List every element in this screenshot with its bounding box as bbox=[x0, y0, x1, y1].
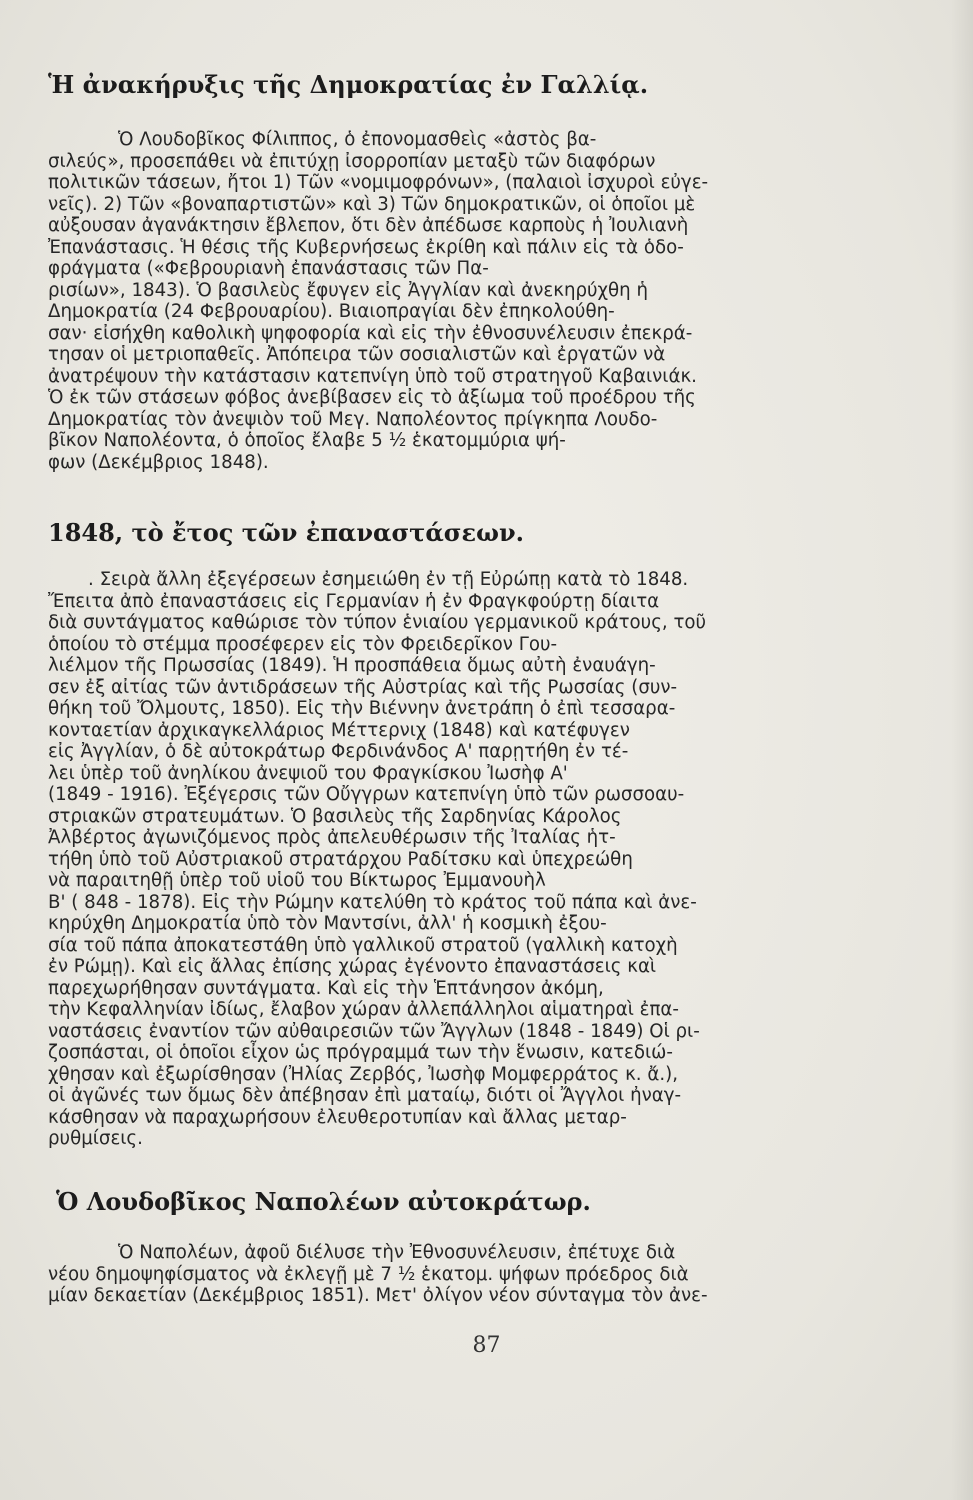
section-body bbox=[48, 1242, 928, 1307]
text-line: Δημοκρατία (24 Φεβρουαρίου). Βιαιοπραγίαι δὲν ἐπηκολούθη- bbox=[48, 301, 615, 322]
text-line: (1849 - 1916). Ἐξέγερσις τῶν Οὔγγρων κατεπνίγη ὑπὸ τῶν ρωσσοαυ- bbox=[48, 784, 685, 805]
text-line: σαν· εἰσήχθη καθολικὴ ψηφοφορία καὶ εἰς τὴν ἐθνοσυνέλευσιν ἐπεκρά- bbox=[48, 322, 693, 344]
text-line: τήθη ὑπὸ τοῦ Αὐστριακοῦ στρατάρχου Ραδίτσκυ καὶ ὑπεχρεώθη bbox=[48, 848, 633, 870]
section-republic-france bbox=[48, 70, 928, 473]
text-line: μίαν δεκαετίαν (Δεκέμβριος 1851). Μετ' ὀλίγον νέον σύνταγμα τὸν ἀνε- bbox=[48, 1285, 708, 1306]
text-line: Ἔπειτα ἀπὸ ἐπαναστάσεις εἰς Γερμανίαν ἡ ἐν Φραγκφούρτῃ δίαιτα bbox=[48, 590, 660, 612]
text-line: βῖκον Ναπολέοντα, ὁ ὁποῖος ἔλαβε 5 ½ ἑκατομμύρια ψή- bbox=[48, 430, 566, 451]
section-revolutions-1848 bbox=[48, 518, 928, 1150]
text-line: θήκη τοῦ Ὄλμουτς, 1850). Εἰς τὴν Βιέννην ἀνετράπη ὁ ἐπὶ τεσσαρα- bbox=[48, 698, 676, 719]
text-line: ναστάσεις ἐναντίον τῶν αὐθαιρεσιῶν τῶν Ἄγγλων (1848 - 1849) Οἱ ρι- bbox=[48, 1020, 700, 1042]
text-line: διὰ συντάγματος καθώρισε τὸν τύπον ἑνιαίου γερμανικοῦ κράτους, τοῦ bbox=[48, 612, 707, 633]
text-line: λιέλμον τῆς Πρωσσίας (1849). Ἡ προσπάθεια ὅμως αὐτὴ ἐναυάγη- bbox=[48, 655, 656, 676]
text-line: τὴν Κεφαλληνίαν ἰδίως, ἔλαβον χώραν ἀλλεπάλληλοι αἱματηραὶ ἐπα- bbox=[48, 999, 679, 1020]
text-line: σία τοῦ πάπα ἀποκατεστάθη ὑπὸ γαλλικοῦ στρατοῦ (γαλλικὴ κατοχὴ bbox=[48, 934, 678, 956]
text-line: νὰ παραιτηθῇ ὑπὲρ τοῦ υἱοῦ του Βίκτωρος Ἐμμανουὴλ bbox=[48, 870, 546, 891]
text-line: οἱ ἀγῶνές των ὅμως δὲν ἀπέβησαν ἐπὶ ματαίῳ, διότι οἱ Ἄγγλοι ἠναγ- bbox=[48, 1085, 682, 1106]
text-line: . Σειρὰ ἄλλη ἐξεγέρσεων ἐσημειώθη ἐν τῇ Εὐρώπῃ κατὰ τὸ 1848. bbox=[88, 569, 689, 590]
text-line: φων (Δεκέμβριος 1848). bbox=[48, 451, 269, 473]
text-line: Ἀλβέρτος ἀγωνιζόμενος πρὸς ἀπελευθέρωσιν τῆς Ἰταλίας ἡτ- bbox=[48, 827, 616, 848]
text-line: Ἐπανάστασις. Ἡ θέσις τῆς Κυβερνήσεως ἐκρίθη καὶ πάλιν εἰς τὰ ὁδο- bbox=[48, 236, 684, 258]
text-line: ὁποίου τὸ στέμμα προσέφερεν εἰς τὸν Φρειδερῖκον Γου- bbox=[48, 633, 558, 655]
text-line: κάσθησαν νὰ παραχωρήσουν ἐλευθεροτυπίαν καὶ ἄλλας μεταρ- bbox=[48, 1106, 627, 1128]
section-body bbox=[48, 569, 928, 1150]
text-line: κηρύχθη Δημοκρατία ὑπὸ τὸν Μαντσίνι, ἀλλ' ἡ κοσμικὴ ἐξου- bbox=[48, 913, 607, 934]
text-line: ζοσπάσται, οἱ ὁποῖοι εἶχον ὡς πρόγραμμά των τὴν ἕνωσιν, κατεδιώ- bbox=[48, 1042, 673, 1063]
text-line: νέου δημοψηφίσματος νὰ ἐκλεγῇ μὲ 7 ½ ἑκατομ. ψήφων πρόεδρος διὰ bbox=[48, 1263, 689, 1285]
section-napoleon-emperor bbox=[48, 1187, 928, 1307]
text-line: φράγματα («Φεβρουριανὴ ἐπανάστασις τῶν Πα- bbox=[48, 258, 489, 279]
text-line: τησαν οἱ μετριοπαθεῖς. Ἀπόπειρα τῶν σοσιαλιστῶν καὶ ἐργατῶν νὰ bbox=[48, 344, 666, 365]
text-line: Β' ( 848 - 1878). Εἰς τὴν Ρώμην κατελύθη τὸ κράτος τοῦ πάπα καὶ ἀνε- bbox=[48, 891, 697, 913]
text-line: Ὁ ἐκ τῶν στάσεων φόβος ἀνεβίβασεν εἰς τὸ ἀξίωμα τοῦ προέδρου τῆς bbox=[48, 387, 696, 408]
section-heading: Ὁ Λουδοβῖκος Ναπολέων αὐτοκράτωρ. bbox=[56, 1187, 591, 1216]
text-line: ἐν Ρώμῃ). Καὶ εἰς ἄλλας ἐπίσης χώρας ἐγένοντο ἐπαναστάσεις καὶ bbox=[48, 956, 657, 977]
text-line: εἰς Ἀγγλίαν, ὁ δὲ αὐτοκράτωρ Φερδινάνδος Α' παρῃτήθη ἐν τέ- bbox=[48, 741, 629, 762]
text-line: ρυθμίσεις. bbox=[48, 1128, 143, 1149]
page-number: 87 bbox=[472, 1333, 501, 1358]
text-line: Ὁ Ναπολέων, ἀφοῦ διέλυσε τὴν Ἐθνοσυνέλευσιν, ἐπέτυχε διὰ bbox=[118, 1242, 676, 1263]
text-line: Δημοκρατίας τὸν ἀνεψιὸν τοῦ Μεγ. Ναπολέοντος πρίγκηπα Λουδο- bbox=[48, 408, 658, 430]
text-line: λει ὑπὲρ τοῦ ἀνηλίκου ἀνεψιοῦ του Φραγκίσκου Ἰωσὴφ Α' bbox=[48, 762, 568, 784]
text-line: στριακῶν στρατευμάτων. Ὁ βασιλεὺς τῆς Σαρδηνίας Κάρολος bbox=[48, 805, 622, 827]
text-line: αὐξουσαν ἀγανάκτησιν ἔβλεπον, ὅτι δὲν ἀπέδωσε καρποὺς ἡ Ἰουλιανὴ bbox=[48, 215, 689, 236]
text-line: χθησαν καὶ ἐξωρίσθησαν (Ἠλίας Ζερβός, Ἰωσὴφ Μομφερράτος κ. ἄ.), bbox=[48, 1063, 679, 1085]
text-line: πολιτικῶν τάσεων, ἤτοι 1) Τῶν «νομιμοφρόνων», (παλαιοὶ ἰσχυροὶ εὐγε- bbox=[48, 172, 709, 193]
text-line: παρεχωρήθησαν συντάγματα. Καὶ εἰς τὴν Ἑπτάνησον ἀκόμη, bbox=[48, 977, 604, 999]
text-line: σεν ἐξ αἰτίας τῶν ἀντιδράσεων τῆς Αὐστρίας καὶ τῆς Ρωσσίας (συν- bbox=[48, 676, 678, 698]
text-line: ἀνατρέψουν τὴν κατάστασιν κατεπνίγη ὑπὸ τοῦ στρατηγοῦ Καβαινιάκ. bbox=[48, 365, 697, 387]
text-line: σιλεύς», προσεπάθει νὰ ἐπιτύχῃ ἰσορροπίαν μεταξὺ τῶν διαφόρων bbox=[48, 150, 656, 172]
section-heading: 1848, τὸ ἔτος τῶν ἐπαναστάσεων. bbox=[48, 518, 524, 547]
text-line: νεῖς). 2) Τῶν «βοναπαρτιστῶν» καὶ 3) Τῶν δημοκρατικῶν, οἱ ὁποῖοι μὲ bbox=[48, 193, 696, 215]
text-line: κονταετίαν ἀρχικαγκελλάριος Μέττερνιχ (1848) καὶ κατέφυγεν bbox=[48, 719, 630, 741]
text-line: Ὁ Λουδοβῖκος Φίλιππος, ὁ ἐπονομασθεὶς «ἀστὸς βα- bbox=[118, 129, 597, 150]
section-heading: Ἡ ἀνακήρυξις τῆς Δημοκρατίας ἐν Γαλλίᾳ. bbox=[48, 70, 649, 99]
section-body bbox=[48, 129, 928, 473]
text-line: ρισίων», 1843). Ὁ βασιλεὺς ἔφυγεν εἰς Ἀγγλίαν καὶ ἀνεκηρύχθη ἡ bbox=[48, 279, 649, 301]
